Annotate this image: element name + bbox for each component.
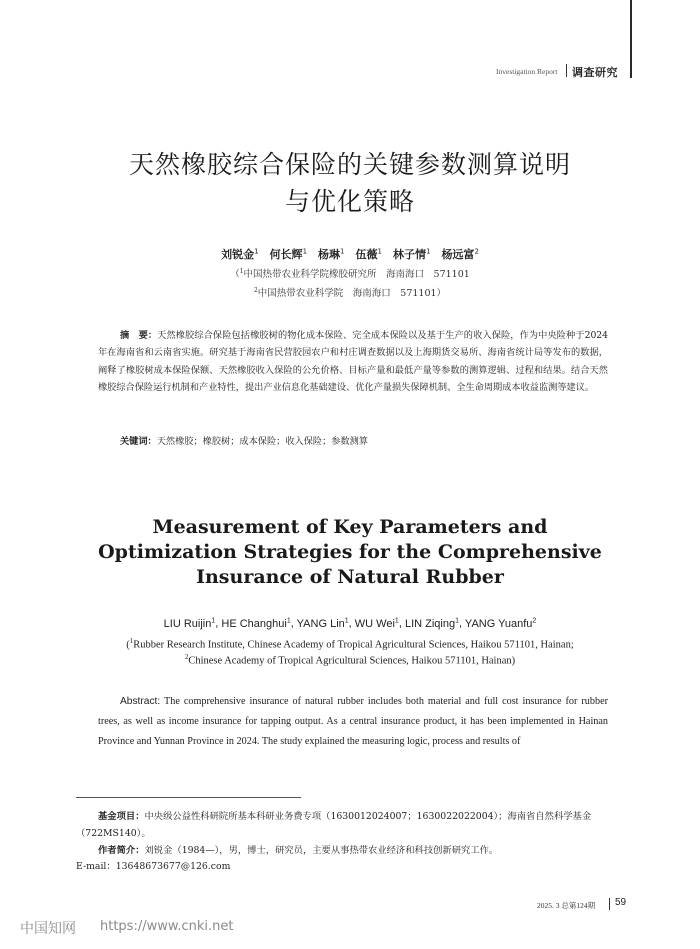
abstract-cn-text: 天然橡胶综合保险包括橡胶树的物化成本保险、完全成本保险以及基于生产的收入保险，作为中央险种于2024年在海南省和云南省实施。研究基于海南省民营胶园农户和村庄调查数据以及上海期货交易所、海南省统计局等发布的数据，阐释了橡胶树成本保险保额、天然橡胶收入保险的公允价格、目标产量和最低产量等参数的测算逻辑、过程和结果。结合天然橡胶综合保险运行机制和产业特性，提出产业信息化基础建设、优化产量损失保障机制、全生命周期成本收益监测等建议。 [98,330,608,393]
title-en-line-2: Optimization Strategies for the Comprehensive [98,541,602,563]
abstract-en [98,692,608,752]
footnote-rule [76,797,301,798]
author-name: 何长辉 [269,248,303,261]
authors-cn [0,246,700,262]
abstract-cn-label: 摘 要： [120,330,158,341]
fund-text: 中央级公益性科研院所基本科研业务费专项（1630012024007；1630022022004）；海南省自然科学基金（722MS140）。 [76,811,592,839]
author-name: LIN Ziqing [404,617,456,630]
author-name: 杨远富 [441,248,475,261]
affiliation-cn-line-1: （$^1$中国热带农业科学院橡胶研究所 海南海口 571101 [230,267,470,280]
author-name: 林子情 [392,248,426,261]
cnki-logo-watermark: 中国知网 [20,921,76,937]
footnote-email: E-mail：13648673677@126.com [76,861,231,872]
footnote-fund [76,808,636,842]
en-author [164,618,216,630]
header-separator [566,64,567,77]
cn-author [393,248,430,261]
affiliation-en-line-1: ($^1$Rubber Research Institute, Chinese Academy of Tropical Agricultural Sciences, Haikou 571101, Hainan; [126,637,574,651]
en-author [221,618,290,630]
section-label-cn: 调查研究 [572,66,618,79]
en-author [355,618,399,630]
author-affiliation-mark: 1 [340,247,345,256]
author-bio-text: 刘锐金（1984—），男，博士，研究员，主要从事热带农业经济和科技创新研究工作。 [144,845,499,856]
affiliation-en-line-2: $^2$Chinese Academy of Tropical Agricultural Sciences, Haikou 571101, Hainan) [184,653,516,667]
en-author [405,618,459,630]
author-affiliation-mark: 1 [211,617,216,624]
cn-author [441,248,478,261]
author-name: 刘锐金 [221,248,255,261]
cn-author [270,248,307,261]
author-name: 杨琳 [318,248,341,261]
en-author [465,618,536,630]
en-author [297,618,349,630]
title-en-line-3: Insurance of Natural Rubber [196,566,504,588]
abstract-en-text: The comprehensive insurance of natural rubber includes both material and full cost insurance for rubber trees, as well as income insurance for tapping output. As a central insurance product, it has been implemented in Hainan Province and Yunnan Province in 2024. The study explained the measuring logic, process and results of [98,696,608,747]
author-affiliation-mark: 2 [474,247,479,256]
authors-en: LIU Ruijin$^1$, HE Changhui$^1$, YANG Lin$^1$, WU Wei$^1$, LIN Ziqing$^1$, YANG Yuanfu$^2$ [163,617,537,630]
page-number-separator [609,898,610,910]
author-affiliation-mark: 1 [394,617,399,624]
author-name: YANG Yuanfu [464,617,533,630]
abstract-en-label: Abstract: [120,696,161,707]
cn-author [318,248,344,261]
footnote-author [76,842,636,859]
fund-label: 基金项目： [98,811,145,822]
keywords-cn-label: 关键词： [120,436,157,447]
keywords-cn [120,433,368,447]
title-en-line-1: Measurement of Key Parameters and [152,516,548,538]
title-cn-line-1: 天然橡胶综合保险的关键参数测算说明 [128,150,571,179]
author-affiliation-mark: 1 [254,247,259,256]
keywords-cn-text: 天然橡胶；橡胶树；成本保险；收入保险；参数测算 [156,436,369,447]
section-label-en: Investigation Report [496,67,558,76]
author-affiliation-mark: 2 [532,617,537,624]
author-name: LIU Ruijin [163,617,212,630]
affiliation-cn-line-2: $^2$中国热带农业科学院 海南海口 571101） [253,286,447,299]
title-cn-line-2: 与优化策略 [284,187,415,216]
author-affiliation-mark: 1 [455,617,459,624]
author-name: WU Wei [354,617,395,630]
page-number: 59 [615,897,627,908]
author-affiliation-mark: 1 [425,247,431,256]
cn-author [221,248,258,261]
author-name: HE Changhui [221,617,287,630]
author-bio-label: 作者简介： [98,845,145,856]
author-affiliation-mark: 1 [302,247,308,256]
header-vertical-rule [630,0,632,78]
cnki-url-watermark[interactable]: https://www.cnki.net [100,919,234,934]
cn-author [356,248,382,261]
author-name: YANG Lin [296,617,345,630]
author-name: 伍薇 [355,248,378,261]
author-affiliation-mark: 1 [286,617,291,624]
author-affiliation-mark: 1 [344,617,349,624]
issue-label: 2025. 3 总第124期 [537,901,596,910]
abstract-cn [98,327,608,396]
author-affiliation-mark: 1 [377,247,382,256]
